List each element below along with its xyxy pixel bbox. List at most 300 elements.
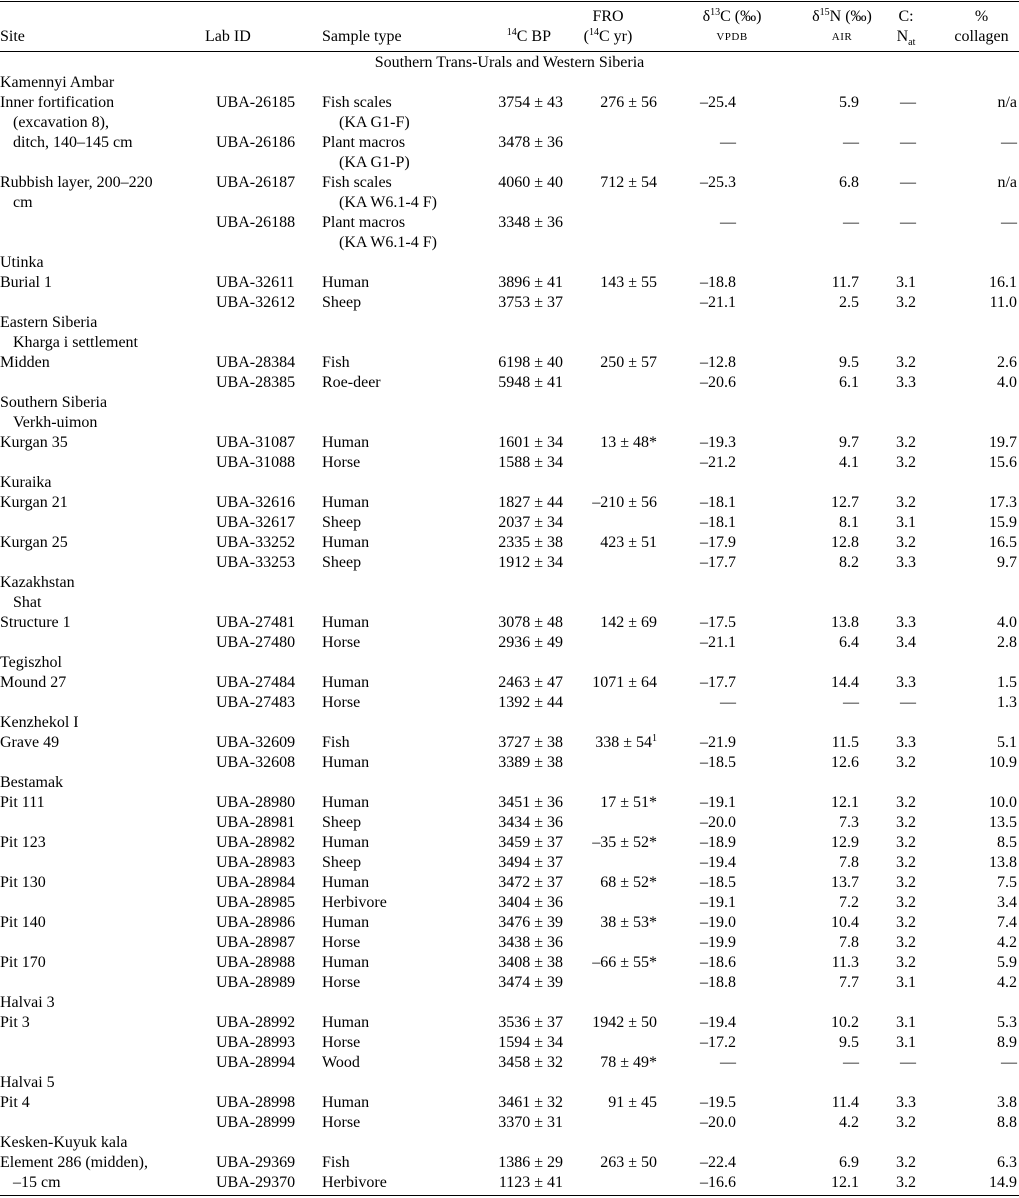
- section-title: Southern Trans-Urals and Western Siberia: [374, 54, 645, 71]
- cell-c14-bp: 3078 ± 48: [498, 614, 563, 631]
- cell-cn: 3.2: [896, 754, 916, 771]
- cell-sample-type: Horse: [322, 694, 361, 711]
- cell-sample-type: Horse: [322, 1114, 361, 1131]
- cell-site: Pit 130: [0, 874, 46, 891]
- cell-sample-type: Horse: [322, 454, 361, 471]
- cell-d13c: –16.6: [700, 1174, 736, 1191]
- cell-lab-id: UBA-28985: [216, 894, 296, 911]
- table-row: [0, 173, 1019, 193]
- cell-d15n: 4.2: [839, 1114, 859, 1131]
- cell-lab-id: UBA-26185: [216, 94, 296, 111]
- header-cn: C: $N_{at}$: [896, 8, 916, 48]
- header-d15n: $\delta^{15}N$ (‰) AIR: [812, 7, 872, 43]
- cell-c14-bp: 1827 ± 44: [498, 494, 563, 511]
- cell-collagen: 3.4: [997, 894, 1017, 911]
- cell-site: Kuraika: [0, 474, 52, 491]
- cell-d15n: —: [843, 134, 859, 151]
- cell-c14-bp: 3474 ± 39: [498, 974, 563, 991]
- cell-d15n: 11.7: [831, 274, 859, 291]
- cell-lab-id: UBA-32611: [216, 274, 295, 291]
- cell-cn: 3.2: [896, 494, 916, 511]
- cell-c14-bp: 2037 ± 34: [498, 514, 563, 531]
- cell-collagen: 17.3: [989, 494, 1017, 511]
- cell-c14-bp: 3458 ± 32: [498, 1054, 563, 1071]
- table-row: [0, 613, 1019, 633]
- cell-collagen: 8.5: [997, 834, 1017, 851]
- cell-collagen: 15.6: [989, 454, 1017, 471]
- cell-c14-bp: 2463 ± 47: [498, 674, 563, 691]
- cell-collagen: 4.0: [997, 374, 1017, 391]
- cell-c14-bp: 2335 ± 38: [498, 534, 563, 551]
- cell-sample-type: Sheep: [322, 514, 362, 531]
- cell-d13c: –17.7: [700, 554, 736, 571]
- cell-sample-type: (KA W6.1-4 F): [339, 194, 437, 211]
- cell-sample-type: Fish: [322, 1154, 350, 1171]
- cell-d15n: 11.4: [831, 1094, 859, 1111]
- table-row: [0, 733, 1019, 753]
- cell-site: Pit 123: [0, 834, 46, 851]
- table-row: [0, 973, 1019, 993]
- cell-cn: 3.2: [896, 1114, 916, 1131]
- cell-d15n: 6.1: [839, 374, 859, 391]
- table-row: [0, 793, 1019, 813]
- cell-d13c: —: [720, 134, 736, 151]
- cell-sample-type: Human: [322, 834, 370, 851]
- cell-lab-id: UBA-28987: [216, 934, 296, 951]
- cell-fro: 68 ± 52*: [600, 874, 657, 891]
- cell-d13c: –18.6: [700, 954, 736, 971]
- cell-sample-type: (KA W6.1-4 F): [339, 234, 437, 251]
- cell-d15n: 4.1: [839, 454, 859, 471]
- cell-fro: 142 ± 69: [600, 614, 657, 631]
- cell-fro: 423 ± 51: [600, 534, 657, 551]
- table-row: [0, 1053, 1019, 1073]
- cell-sample-type: Human: [322, 534, 370, 551]
- cell-d13c: –18.1: [700, 494, 736, 511]
- cell-site: Element 286 (midden),: [0, 1154, 148, 1171]
- cell-lab-id: UBA-28993: [216, 1034, 296, 1051]
- cell-c14-bp: 3459 ± 37: [498, 834, 563, 851]
- cell-c14-bp: 3461 ± 32: [498, 1094, 563, 1111]
- table-row: [0, 433, 1019, 453]
- table-row: [0, 313, 1019, 333]
- cell-cn: 3.2: [896, 934, 916, 951]
- cell-d13c: —: [720, 694, 736, 711]
- cell-lab-id: UBA-27480: [216, 634, 296, 651]
- cell-d15n: 12.9: [831, 834, 859, 851]
- table-row: [0, 713, 1019, 733]
- cell-d15n: 13.7: [831, 874, 859, 891]
- table-row: [0, 473, 1019, 493]
- cell-lab-id: UBA-27483: [216, 694, 296, 711]
- cell-site: Eastern Siberia: [0, 314, 98, 331]
- cell-d13c: –19.3: [700, 434, 736, 451]
- footnote-marker: 1: [652, 733, 657, 744]
- table-row: [0, 893, 1019, 913]
- cell-cn: —: [900, 694, 916, 711]
- cell-cn: 3.1: [896, 274, 916, 291]
- cell-d15n: 14.4: [831, 674, 859, 691]
- cell-fro: –210 ± 56: [592, 494, 657, 511]
- cell-lab-id: UBA-28385: [216, 374, 296, 391]
- cell-d13c: –18.9: [700, 834, 736, 851]
- cell-d13c: —: [720, 1054, 736, 1071]
- cell-c14-bp: 3478 ± 36: [498, 134, 563, 151]
- cell-cn: 3.2: [896, 874, 916, 891]
- cell-sample-type: Herbivore: [322, 1174, 387, 1191]
- cell-fro: 143 ± 55: [600, 274, 657, 291]
- cell-d15n: —: [843, 214, 859, 231]
- table-row: [0, 133, 1019, 153]
- cell-d15n: 7.2: [839, 894, 859, 911]
- header-d13c: $\delta^{13}C$ (‰) VPDB: [702, 7, 762, 43]
- cell-collagen: 8.8: [997, 1114, 1017, 1131]
- cell-fro: 1942 ± 50: [592, 1014, 657, 1031]
- cell-site: Burial 1: [0, 274, 52, 291]
- table-row: [0, 73, 1019, 93]
- cell-lab-id: UBA-28983: [216, 854, 296, 871]
- header-collagen: % collagen: [954, 8, 1009, 45]
- cell-sample-type: Fish scales: [322, 94, 392, 111]
- cell-lab-id: UBA-31087: [216, 434, 296, 451]
- cell-c14-bp: 3472 ± 37: [498, 874, 563, 891]
- table-row: [0, 353, 1019, 373]
- cell-site: Bestamak: [0, 774, 64, 791]
- cell-d13c: –20.6: [700, 374, 736, 391]
- cell-lab-id: UBA-28980: [216, 794, 296, 811]
- cell-collagen: 8.9: [997, 1034, 1017, 1051]
- cell-d13c: –19.4: [700, 1014, 736, 1031]
- cell-d13c: –12.8: [700, 354, 736, 371]
- cell-fro: 13 ± 48*: [600, 434, 657, 451]
- cell-lab-id: UBA-32609: [216, 734, 296, 751]
- cell-collagen: 9.7: [997, 554, 1017, 571]
- cell-d13c: –19.9: [700, 934, 736, 951]
- table-row: [0, 953, 1019, 973]
- cell-c14-bp: 3896 ± 41: [498, 274, 563, 291]
- cell-c14-bp: 3754 ± 43: [498, 94, 563, 111]
- cell-cn: 3.3: [896, 1094, 916, 1111]
- cell-site: Midden: [0, 354, 50, 371]
- cell-sample-type: Wood: [322, 1054, 360, 1071]
- cell-fro: –35 ± 52*: [592, 834, 657, 851]
- cell-site: Pit 4: [0, 1094, 30, 1111]
- table-row: [0, 553, 1019, 573]
- table-row: [0, 1153, 1019, 1173]
- cell-lab-id: UBA-27481: [216, 614, 296, 631]
- cell-d15n: 12.8: [831, 534, 859, 551]
- cell-site: Kurgan 35: [0, 434, 68, 451]
- cell-d15n: 6.4: [839, 634, 859, 651]
- cell-site: Pit 111: [0, 794, 45, 811]
- cell-lab-id: UBA-29369: [216, 1154, 296, 1171]
- bottom-rule: [0, 1195, 1019, 1196]
- cell-cn: 3.1: [896, 1034, 916, 1051]
- cell-d13c: –17.2: [700, 1034, 736, 1051]
- cell-d15n: 13.8: [831, 614, 859, 631]
- cell-cn: 3.2: [896, 894, 916, 911]
- cell-collagen: —: [1001, 214, 1017, 231]
- cell-cn: 3.1: [896, 974, 916, 991]
- table-row: [0, 853, 1019, 873]
- cell-c14-bp: 3370 ± 31: [498, 1114, 563, 1131]
- cell-collagen: 5.3: [997, 1014, 1017, 1031]
- cell-cn: 3.2: [896, 354, 916, 371]
- table-row: [0, 1013, 1019, 1033]
- table-row: [0, 233, 1019, 253]
- cell-sample-type: Fish: [322, 734, 350, 751]
- cell-collagen: 2.8: [997, 634, 1017, 651]
- cell-site: Pit 140: [0, 914, 46, 931]
- cell-site: Utinka: [0, 254, 44, 271]
- cell-c14-bp: 1123 ± 41: [498, 1174, 563, 1191]
- cell-sample-type: Horse: [322, 974, 361, 991]
- cell-cn: 3.3: [896, 554, 916, 571]
- cell-site: Inner fortification: [0, 94, 115, 111]
- header-fro: FRO ($^{14}$C yr): [583, 8, 633, 45]
- cell-sample-type: Herbivore: [322, 894, 387, 911]
- table-row: [0, 933, 1019, 953]
- cell-d15n: 8.1: [839, 514, 859, 531]
- cell-d15n: 11.3: [831, 954, 859, 971]
- cell-collagen: 4.2: [997, 974, 1017, 991]
- cell-lab-id: UBA-28994: [216, 1054, 296, 1071]
- cell-cn: 3.3: [896, 614, 916, 631]
- cell-sample-type: Human: [322, 674, 370, 691]
- cell-collagen: 5.1: [997, 734, 1017, 751]
- cell-d15n: 2.5: [839, 294, 859, 311]
- table-row: [0, 1033, 1019, 1053]
- cell-fro: 17 ± 51*: [600, 794, 657, 811]
- cell-sample-type: Human: [322, 874, 370, 891]
- cell-d15n: 10.2: [831, 1014, 859, 1031]
- cell-d15n: 7.3: [839, 814, 859, 831]
- cell-collagen: 2.6: [997, 354, 1017, 371]
- table-row: [0, 333, 1019, 353]
- cell-lab-id: UBA-28986: [216, 914, 296, 931]
- cell-d13c: –19.1: [700, 794, 736, 811]
- cell-sample-type: Plant macros: [322, 214, 406, 231]
- cell-c14-bp: 1594 ± 34: [498, 1034, 563, 1051]
- cell-collagen: 13.8: [989, 854, 1017, 871]
- cell-c14-bp: 3536 ± 37: [498, 1014, 563, 1031]
- cell-d13c: –17.7: [700, 674, 736, 691]
- cell-cn: 3.2: [896, 534, 916, 551]
- cell-lab-id: UBA-28984: [216, 874, 296, 891]
- cell-site: Tegiszhol: [0, 654, 62, 671]
- cell-d13c: —: [720, 214, 736, 231]
- cell-cn: —: [900, 174, 916, 191]
- cell-cn: 3.2: [896, 1154, 916, 1171]
- cell-site: Grave 49: [0, 734, 60, 751]
- cell-collagen: 1.5: [997, 674, 1017, 691]
- cell-collagen: 5.9: [997, 954, 1017, 971]
- cell-d13c: –17.9: [700, 534, 736, 551]
- cell-sample-type: Human: [322, 434, 370, 451]
- cell-c14-bp: 2936 ± 49: [498, 634, 563, 651]
- table-row: [0, 693, 1019, 713]
- cell-site: Kesken-Kuyuk kala: [0, 1134, 128, 1151]
- table-row: [0, 113, 1019, 133]
- cell-collagen: 6.3: [997, 1154, 1017, 1171]
- cell-lab-id: UBA-28989: [216, 974, 296, 991]
- cell-sample-type: Sheep: [322, 814, 362, 831]
- cell-cn: 3.1: [896, 514, 916, 531]
- cell-collagen: 11.0: [989, 294, 1017, 311]
- table-row: [0, 773, 1019, 793]
- cell-cn: 3.2: [896, 294, 916, 311]
- cell-c14-bp: 3438 ± 36: [498, 934, 563, 951]
- header-c14-bp: $^{14}$C BP: [506, 27, 551, 45]
- cell-sample-type: (KA G1-P): [339, 154, 410, 171]
- cell-c14-bp: 5948 ± 41: [498, 374, 563, 391]
- cell-collagen: —: [1001, 1054, 1017, 1071]
- cell-lab-id: UBA-28981: [216, 814, 296, 831]
- cell-d15n: 10.4: [831, 914, 859, 931]
- cell-site: Kazakhstan: [0, 574, 75, 591]
- table-row: [0, 193, 1019, 213]
- cell-fro: 712 ± 54: [600, 174, 657, 191]
- cell-d13c: –19.4: [700, 854, 736, 871]
- table-row: [0, 213, 1019, 233]
- top-rule: [0, 1, 1019, 2]
- table-row: [0, 373, 1019, 393]
- table-row: [0, 413, 1019, 433]
- cell-collagen: 3.8: [997, 1094, 1017, 1111]
- cell-c14-bp: 3348 ± 36: [498, 214, 563, 231]
- cell-collagen: 16.5: [989, 534, 1017, 551]
- cell-site: ditch, 140–145 cm: [13, 134, 133, 151]
- cell-collagen: 14.9: [989, 1174, 1017, 1191]
- cell-cn: —: [900, 214, 916, 231]
- cell-d13c: –18.1: [700, 514, 736, 531]
- cell-site: Halvai 3: [0, 994, 55, 1011]
- cell-d13c: –22.4: [700, 1154, 736, 1171]
- cell-cn: 3.3: [896, 674, 916, 691]
- cell-collagen: 19.7: [989, 434, 1017, 451]
- header-sample-type: Sample type: [322, 28, 402, 45]
- cell-lab-id: UBA-28992: [216, 1014, 296, 1031]
- table-row: [0, 273, 1019, 293]
- cell-sample-type: Horse: [322, 934, 361, 951]
- cell-sample-type: Human: [322, 1094, 370, 1111]
- cell-cn: 3.2: [896, 954, 916, 971]
- cell-site: Kurgan 21: [0, 494, 68, 511]
- cell-cn: —: [900, 134, 916, 151]
- cell-lab-id: UBA-32608: [216, 754, 296, 771]
- cell-c14-bp: 3494 ± 37: [498, 854, 563, 871]
- cell-d15n: 8.2: [839, 554, 859, 571]
- table-row: [0, 253, 1019, 273]
- cell-d15n: 6.8: [839, 174, 859, 191]
- cell-lab-id: UBA-32612: [216, 294, 296, 311]
- cell-site: (excavation 8),: [13, 114, 109, 131]
- cell-collagen: —: [1001, 134, 1017, 151]
- cell-site: Rubbish layer, 200–220: [0, 174, 153, 191]
- cell-lab-id: UBA-28998: [216, 1094, 296, 1111]
- cell-lab-id: UBA-33253: [216, 554, 296, 571]
- cell-sample-type: Horse: [322, 1034, 361, 1051]
- cell-fro: 91 ± 45: [608, 1094, 657, 1111]
- cell-c14-bp: 1588 ± 34: [498, 454, 563, 471]
- cell-collagen: 7.4: [997, 914, 1017, 931]
- cell-collagen: 4.2: [997, 934, 1017, 951]
- cell-lab-id: UBA-26188: [216, 214, 296, 231]
- cell-site: Pit 170: [0, 954, 46, 971]
- cell-cn: 3.3: [896, 374, 916, 391]
- cell-d15n: 7.8: [839, 934, 859, 951]
- table-row: [0, 1173, 1019, 1193]
- table-row: [0, 873, 1019, 893]
- cell-d13c: –21.1: [700, 634, 736, 651]
- cell-site: Kenzhekol I: [0, 714, 79, 731]
- cell-site: Kharga i settlement: [13, 334, 138, 351]
- cell-lab-id: UBA-28982: [216, 834, 296, 851]
- table-row: [0, 1073, 1019, 1093]
- cell-d13c: –21.2: [700, 454, 736, 471]
- cell-fro: –66 ± 55*: [592, 954, 657, 971]
- cell-d15n: 7.8: [839, 854, 859, 871]
- cell-d13c: –25.3: [700, 174, 736, 191]
- cell-sample-type: Fish: [322, 354, 350, 371]
- cell-sample-type: Human: [322, 274, 370, 291]
- cell-d13c: –19.0: [700, 914, 736, 931]
- cell-sample-type: Human: [322, 614, 370, 631]
- cell-d15n: 12.6: [831, 754, 859, 771]
- cell-d15n: —: [843, 694, 859, 711]
- cell-sample-type: Human: [322, 794, 370, 811]
- cell-d15n: 11.5: [831, 734, 859, 751]
- cell-sample-type: Fish scales: [322, 174, 392, 191]
- cell-d13c: –21.9: [700, 734, 736, 751]
- cell-d13c: –20.0: [700, 814, 736, 831]
- cell-d13c: –18.8: [700, 274, 736, 291]
- cell-sample-type: Plant macros: [322, 134, 406, 151]
- cell-collagen: 16.1: [989, 274, 1017, 291]
- table-row: [0, 993, 1019, 1013]
- cell-collagen: 7.5: [997, 874, 1017, 891]
- cell-site: Halvai 5: [0, 1074, 55, 1091]
- cell-cn: 3.2: [896, 434, 916, 451]
- cell-cn: 3.1: [896, 1014, 916, 1031]
- cell-fro: 1071 ± 64: [592, 674, 657, 691]
- cell-collagen: 15.9: [989, 514, 1017, 531]
- cell-sample-type: Sheep: [322, 854, 362, 871]
- header-rule: [0, 51, 1019, 52]
- cell-collagen: n/a: [997, 94, 1017, 111]
- cell-c14-bp: 3434 ± 36: [498, 814, 563, 831]
- cell-sample-type: Human: [322, 954, 370, 971]
- cell-site: Verkh-uimon: [13, 414, 98, 431]
- table-row: [0, 393, 1019, 413]
- cell-d13c: –17.5: [700, 614, 736, 631]
- cell-lab-id: UBA-27484: [216, 674, 296, 691]
- cell-site: cm: [13, 194, 33, 211]
- cell-d15n: 12.7: [831, 494, 859, 511]
- header-site: Site: [0, 28, 25, 45]
- cell-lab-id: UBA-29370: [216, 1174, 296, 1191]
- cell-lab-id: UBA-26187: [216, 174, 296, 191]
- cell-collagen: n/a: [997, 174, 1017, 191]
- table-row: [0, 493, 1019, 513]
- cell-lab-id: UBA-32617: [216, 514, 296, 531]
- cell-d13c: –18.5: [700, 874, 736, 891]
- header-lab-id: Lab ID: [205, 28, 251, 45]
- cell-cn: 3.2: [896, 914, 916, 931]
- cell-c14-bp: 3389 ± 38: [498, 754, 563, 771]
- cell-cn: 3.3: [896, 734, 916, 751]
- cell-d15n: 7.7: [839, 974, 859, 991]
